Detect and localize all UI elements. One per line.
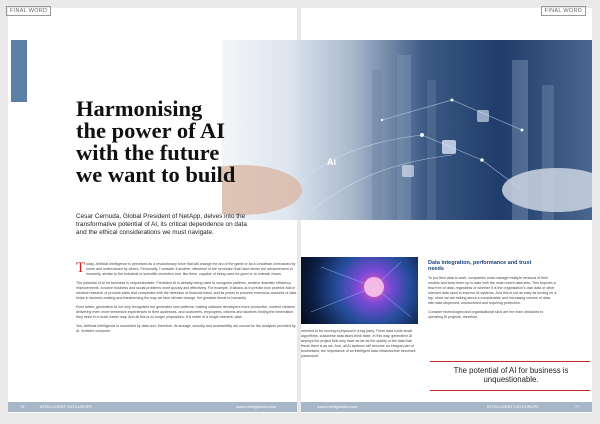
page-number-left: 76 [20, 404, 25, 409]
website-url-right: www.intelligentcio.com [317, 404, 358, 409]
body-column-right [428, 276, 558, 324]
body-paragraph: To put their data to work, companies must manage multiple versions of their models and keep them up to date with the most recent data sets. This requires a flow free of data, regardless of whether it is the organisation's own data or other relevant data used to improve AI systems. And this is not as easy as turning on a tap, since we are talking about a considerable and increasing volume of data, with data dispersed, unstructured and requiring protection. [428, 276, 557, 305]
inset-illustration [301, 257, 418, 324]
section-tag-right: FINAL WORD [541, 6, 586, 16]
section-tag-left: FINAL WORD [6, 6, 51, 16]
body-paragraph: The potential of AI for business is unquestionable. Predictive AI is already being used to recognise patterns, achieve dramatic efficiency improvements, to solve business and social problems more quickly and effectively. For example, it allows us to predict how proteins fold in medical research or product sales and companies with the detection of financial fraud, and its power to process enormous amounts of data helps in decision-making and transforming the way we face climate change, the greatest threat to humanity. [76, 281, 297, 300]
body-paragraph: Even better, generative AI not only recognises but generates new patterns, making software developers more productive, content creators delivering even more immersive experiences to their audiences, and customers, employees, citizens and students finding the information they need in a much easier way. And all this is no longer proposition; it is made of a single moment: data. [76, 305, 295, 319]
body-column-middle [301, 329, 419, 363]
drop-cap: T [76, 260, 86, 276]
decorative-blue-block [11, 40, 27, 102]
website-url-left: www.intelligentcio.com [236, 404, 277, 409]
pull-quote: The potential of AI for business is unquestionable. [453, 366, 569, 384]
body-paragraph: oriented to be moving a physical in a big party. There data holds small algorithms, customise data lakes think state. In this way, generative AI deploys the project that only have as far as the quality of the data that feeds them is as we. And, all AI systems will become an integral part of businesses, the importance of an intelligent data infrastructure becomes paramount. [301, 329, 416, 358]
quote-rule-top [430, 361, 590, 362]
hero-image [222, 40, 592, 220]
ai-glyph: Ai [327, 157, 336, 167]
page-number-right: 77 [575, 404, 580, 409]
hero-illustration [222, 40, 592, 220]
body-paragraph: Yes, Artificial Intelligence is nourished by data and, therefore, its storage, security and accessibility are crucial for the analyses provided by AI. Ambient computer [76, 324, 296, 333]
article-headline: Harmonising the power of AI with the future we want to build [76, 96, 236, 187]
body-paragraph: Consider technologies and organisational silos are the main obstacles to operating AI projects, therefore, [428, 310, 544, 319]
section-subheading: Data integration, performance and trust needs [428, 260, 532, 272]
quote-rule-bottom [430, 390, 590, 391]
article-standfirst: Cesar Cernuda, Global President of NetApp, delves into the transformative potential of AI, its critical dependence on data and the ethical considerations we must navigate. [76, 213, 247, 236]
body-paragraph: Today, Artificial Intelligence is perceived as a revolutionary force that will change the arc of the game or as a Leviathan overvalued by some and undervalued by others. Personally, I consider it another milestone of the revolution that have driven the advancement of humanity, similar to the industrial or scientific revolution and, like them, capable of being used for good or to unleash chaos. [76, 260, 296, 276]
body-column-left [76, 262, 298, 338]
inset-image [301, 257, 418, 324]
publication-name-left: INTELLIGENT CIO EUROPE [40, 404, 92, 409]
publication-name-right: INTELLIGENT CIO EUROPE [487, 404, 539, 409]
